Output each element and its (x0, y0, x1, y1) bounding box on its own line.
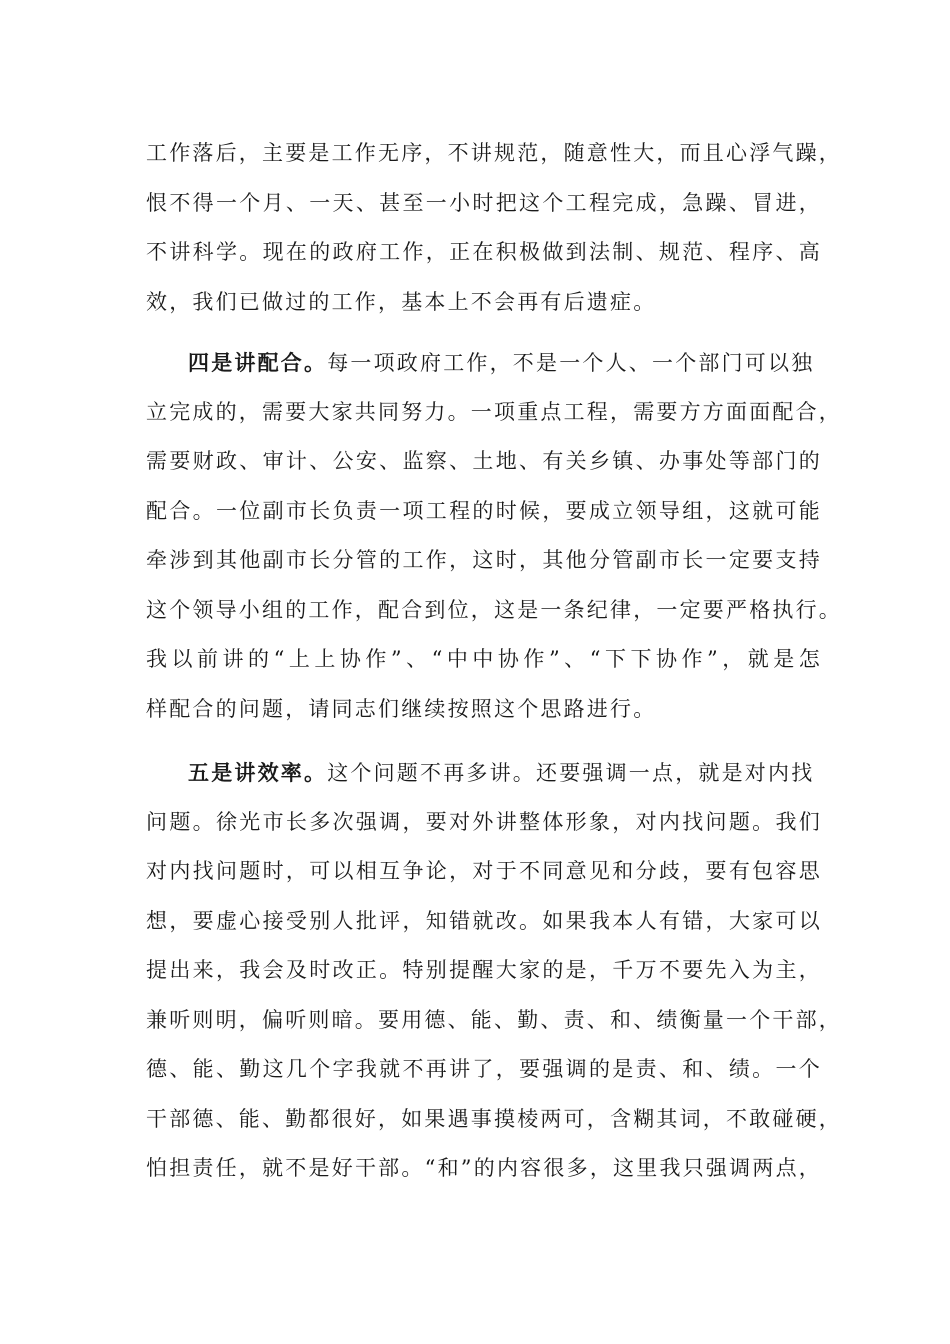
text-line: 恨不得一个月、一天、甚至一小时把这个工程完成，急躁、冒进， (146, 190, 822, 215)
text-line-first (146, 338, 822, 388)
paragraph-cooperation (146, 338, 842, 734)
paragraph-continuation (146, 129, 842, 327)
text-line: 不讲科学。现在的政府工作，正在积极做到法制、规范、程序、高 (146, 240, 822, 264)
paragraph-efficiency (146, 748, 842, 1194)
text-line: 配合。一位副市长负责一项工程的时候，要成立领导组，这就可能 (146, 498, 822, 523)
text-line: 德、能、勤这几个字我就不再讲了，要强调的是责、和、绩。一个 (146, 1057, 822, 1081)
text-line: 牵涉到其他副市长分管的工作，这时，其他分管副市长一定要支持 (146, 548, 822, 572)
text-line: 工作落后，主要是工作无序，不讲规范，随意性大，而且心浮气躁， (146, 141, 842, 165)
text-line: 提出来，我会及时改正。特别提醒大家的是，千万不要先入为主， (146, 958, 822, 982)
text-line: 怕担责任，就不是好干部。“和”的内容很多，这里我只强调两点， (146, 1156, 822, 1180)
text-line: 干部德、能、勤都很好，如果遇事摸棱两可，含糊其词，不敢碰硬， (146, 1106, 842, 1131)
paragraph-lead-heading: 四是讲配合。 (188, 350, 328, 375)
text-line-rest: 每一项政府工作，不是一个人、一个部门可以独 (327, 351, 815, 375)
text-line: 立完成的，需要大家共同努力。一项重点工程，需要方方面面配合， (146, 399, 842, 424)
text-line: 对内找问题时，可以相互争论，对于不同意见和分歧，要有包容思 (146, 859, 822, 883)
text-line: 需要财政、审计、公安、监察、土地、有关乡镇、办事处等部门的 (146, 449, 822, 473)
text-line: 想，要虚心接受别人批评，知错就改。如果我本人有错，大家可以 (146, 908, 822, 933)
text-line: 我以前讲的“上上协作”、“中中协作”、“下下协作”，就是怎 (146, 647, 822, 671)
text-line: 兼听则明，偏听则暗。要用德、能、勤、责、和、绩衡量一个干部， (146, 1007, 842, 1032)
text-line: 效，我们已做过的工作，基本上不会再有后遗症。 (146, 289, 657, 314)
paragraph-lead-heading: 五是讲效率。 (188, 760, 328, 785)
text-line-first (146, 748, 822, 798)
text-line: 样配合的问题，请同志们继续按照这个思路进行。 (146, 696, 657, 721)
text-line: 问题。徐光市长多次强调，要对外讲整体形象，对内找问题。我们 (146, 809, 822, 834)
text-line: 这个领导小组的工作，配合到位，这是一条纪律，一定要严格执行。 (146, 597, 842, 622)
text-line-rest: 这个问题不再多讲。还要强调一点，就是对内找 (327, 761, 815, 785)
